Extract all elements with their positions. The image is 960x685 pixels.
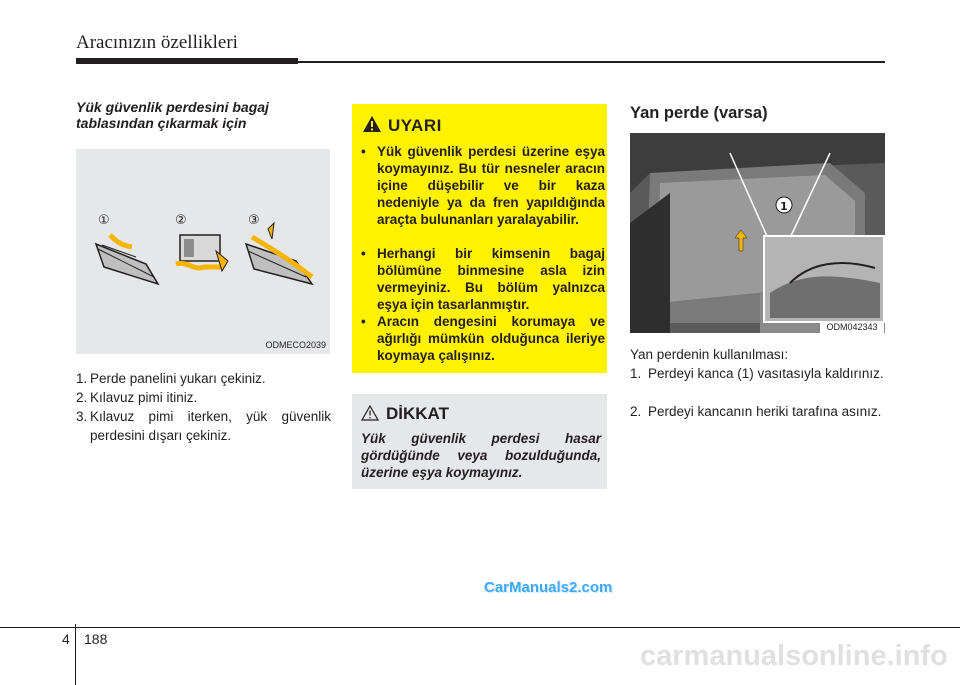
step-text: Perdeyi kancanın heriki tarafına asınız.	[648, 404, 882, 419]
caution-body: Yük güvenlik perdesi hasar gördüğünde veya bozulduğunda, üzerine eşya koymayınız.	[361, 431, 601, 480]
step-text: Kılavuz pimi iterken, yük güvenlik perdesini dışarı çekiniz.	[90, 409, 331, 443]
figure-code: ODMECO2039	[265, 340, 326, 350]
side-curtain-figure	[630, 133, 885, 333]
chapter-number: 4	[62, 631, 70, 647]
running-header: Aracınızın özellikleri	[76, 32, 238, 53]
page-number: 188	[84, 631, 108, 647]
watermark-link[interactable]: CarManuals2.com	[484, 579, 613, 596]
side-step-1	[630, 364, 885, 383]
cargo-cover-figure	[76, 149, 330, 354]
title-line-2: tablasından çıkarmak için	[76, 115, 247, 131]
section-title-side-curtain: Yan perde (varsa)	[630, 104, 768, 122]
step-text: Perdeyi kanca (1) vasıtasıyla kaldırınız.	[648, 366, 884, 381]
step-3	[76, 407, 331, 445]
bullet: •	[361, 144, 366, 159]
fig-label-2: ②	[175, 213, 187, 228]
fig-callout-1: 1	[780, 200, 788, 213]
panel-illustration-3	[246, 223, 312, 284]
fig-label-3: ③	[248, 213, 260, 228]
side-step-2	[630, 402, 885, 421]
step-number: 2.	[630, 404, 642, 419]
warning-item-1	[361, 143, 605, 228]
fig-label-1: ①	[98, 213, 110, 228]
side-curtain-intro: Yan perdenin kullanılması:	[630, 347, 789, 362]
caution-title: DİKKAT	[386, 404, 449, 423]
warning-item-3	[361, 313, 605, 364]
step-2	[76, 388, 336, 407]
figure-code: ODM042343	[820, 321, 884, 333]
section-title-cargo-cover	[76, 99, 336, 131]
cargo-cover-illustration	[76, 149, 330, 354]
step-number: 1.	[630, 366, 642, 381]
panel-illustration-1	[96, 235, 158, 284]
bullet: •	[361, 314, 366, 329]
caution-triangle-icon	[361, 405, 379, 421]
warning-item-text: Aracın dengesini korumaya ve ağırlığı mümkün olduğunca ileriye koymaya çalışınız.	[377, 314, 605, 363]
footer-divider	[75, 624, 76, 685]
warning-item-text: Herhangi bir kimsenin bagaj bölümüne binmesine asla izin vermeyiniz. Bu bölüm yalnızca eşya için tasarlanmıştır.	[377, 246, 605, 312]
warning-title: UYARI	[388, 116, 442, 135]
step-number: 3.	[76, 409, 88, 424]
panel-illustration-2	[176, 235, 228, 271]
step-text: Perde panelini yukarı çekiniz.	[90, 371, 266, 386]
step-number: 2.	[76, 390, 88, 405]
step-text: Kılavuz pimi itiniz.	[90, 390, 198, 405]
header-bar	[76, 58, 298, 64]
side-curtain-illustration	[630, 133, 885, 333]
watermark-text: carmanualsonline.info	[640, 640, 948, 672]
title-line-1: Yük güvenlik perdesini bagaj	[76, 99, 269, 115]
footer-rule	[0, 627, 960, 628]
step-1	[76, 369, 336, 388]
step-number: 1.	[76, 371, 88, 386]
bullet: •	[361, 246, 366, 261]
warning-triangle-icon	[362, 115, 382, 133]
warning-item-2	[361, 245, 605, 313]
warning-item-text: Yük güvenlik perdesi üzerine eşya koymayınız. Bu tür nesneler aracın içine düşebilir ve bir kaza nedeniyle ya da fren yapıldığında araçta bulunanları yaralayabilir.	[377, 144, 605, 227]
